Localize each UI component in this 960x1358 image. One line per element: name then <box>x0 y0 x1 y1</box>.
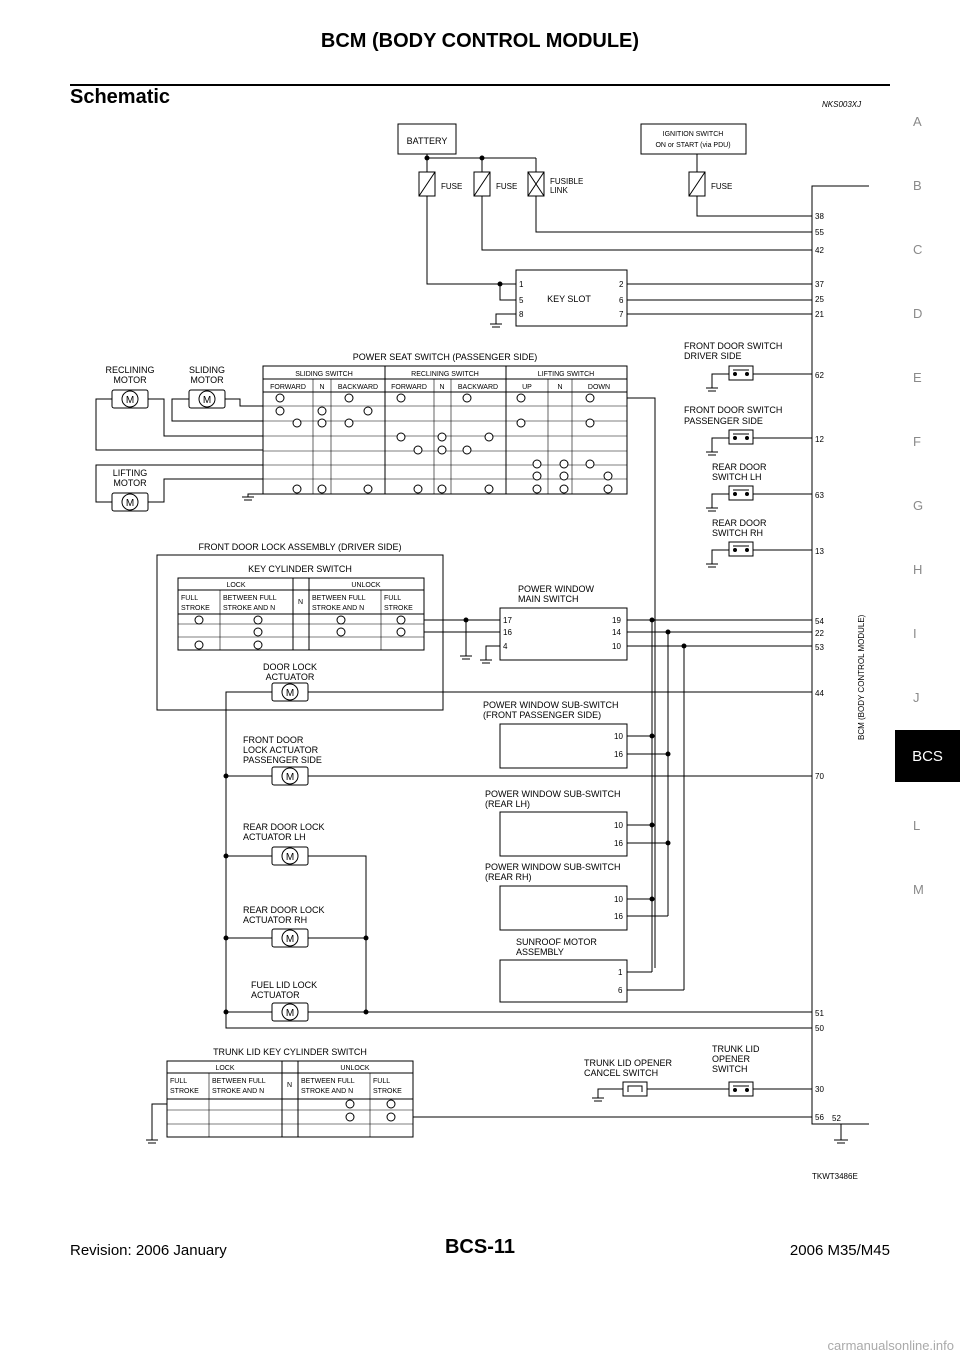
bcm-pin-37: 37 <box>815 280 824 289</box>
sliding-motor-label-2: MOTOR <box>190 375 224 385</box>
pss-title: POWER SEAT SWITCH (PASSENGER SIDE) <box>352 352 538 362</box>
fusible-link-label-1: FUSIBLE <box>550 177 584 186</box>
battery-label: BATTERY <box>406 136 448 146</box>
fuel-label-1: FUEL LID LOCK <box>251 980 318 990</box>
bcm-pin-51: 51 <box>815 1009 824 1018</box>
bcm-label: BCM (BODY CONTROL MODULE) <box>857 614 866 740</box>
figure-code: TKWT3486E <box>812 1172 858 1181</box>
fdlap-label-1: FRONT DOOR <box>243 735 304 745</box>
ignition-switch-label: IGNITION SWITCH <box>662 131 724 138</box>
tlos-label-2: OPENER <box>712 1054 751 1064</box>
tlkcs-contacts <box>346 1100 395 1121</box>
pss-col-n-1: N <box>319 384 325 391</box>
pss-sliding-header: SLIDING SWITCH <box>295 371 353 378</box>
trunk-lid-opener-switch <box>712 1044 812 1096</box>
tlkcs-stroke-1: STROKE <box>170 1088 199 1095</box>
pwms-label-1: POWER WINDOW <box>518 584 594 594</box>
pwss-rrh-label-2: (REAR RH) <box>485 872 532 882</box>
key-slot-pin-8: 8 <box>519 310 524 319</box>
fds-pass-label-2: PASSENGER SIDE <box>684 416 763 426</box>
side-index-c[interactable]: C <box>913 242 923 257</box>
fuel-lid-lock-actuator <box>224 980 812 1021</box>
pwss-rrh-pin-10: 10 <box>614 895 623 904</box>
side-index-f[interactable]: F <box>913 434 921 449</box>
pwss-fp-label-1: POWER WINDOW SUB-SWITCH <box>483 700 619 710</box>
tlkcs-stroke-2: STROKE <box>373 1088 402 1095</box>
rear-door-switch-rh <box>706 518 812 567</box>
rdla-lh-label-2: ACTUATOR LH <box>243 832 306 842</box>
fdlap-label-3: PASSENGER SIDE <box>243 755 322 765</box>
front-door-switch-driver <box>684 341 812 391</box>
trunk-lid-opener-cancel-switch <box>584 1058 729 1101</box>
bcm-pin-55: 55 <box>815 228 824 237</box>
pwms-pin-10: 10 <box>612 642 621 651</box>
tlkcs-title: TRUNK LID KEY CYLINDER SWITCH <box>213 1047 367 1057</box>
bcm-pin-44: 44 <box>815 689 824 698</box>
bcm-pin-12: 12 <box>815 435 824 444</box>
pss-col-n-2: N <box>439 384 445 391</box>
pss-col-forward-2: FORWARD <box>391 384 427 391</box>
reclining-motor-label-1: RECLINING <box>105 365 155 375</box>
watermark: carmanualsonline.info <box>827 1338 954 1353</box>
side-index-h[interactable]: H <box>913 562 923 577</box>
side-index-l[interactable]: L <box>913 818 921 833</box>
side-index-bcs-active[interactable]: BCS <box>895 730 960 782</box>
pwss-fp-label-2: (FRONT PASSENGER SIDE) <box>483 710 602 720</box>
rear-door-switch-lh <box>706 462 812 511</box>
kcs-contacts <box>195 616 405 649</box>
side-index-e[interactable]: E <box>913 370 922 385</box>
tlkcs-full-1: FULL <box>170 1078 188 1085</box>
pss-col-backward-2: BACKWARD <box>457 384 499 391</box>
kcs-stroke-n-1: STROKE AND N <box>223 605 276 612</box>
tlkcs-stroke-n-1: STROKE AND N <box>212 1088 265 1095</box>
pwss-rrh-label-1: POWER WINDOW SUB-SWITCH <box>485 862 621 872</box>
tlos-label-3: SWITCH <box>712 1064 748 1074</box>
lifting-motor-label-2: MOTOR <box>113 478 147 488</box>
dla-label-1: DOOR LOCK <box>262 662 318 672</box>
pwss-rlh-label-2: (REAR LH) <box>485 799 531 809</box>
front-door-lock-actuator-passenger <box>224 735 812 785</box>
bcm-pin-54: 54 <box>815 617 824 626</box>
pwms-pin-14: 14 <box>612 628 621 637</box>
kcs-stroke-2: STROKE <box>384 605 413 612</box>
sliding-motor-m: M <box>202 395 212 406</box>
rdla-rh-m: M <box>285 934 295 945</box>
pwms-pin-19: 19 <box>612 616 621 625</box>
rdla-rh-label-1: REAR DOOR LOCK <box>243 905 325 915</box>
kcs-stroke-1: STROKE <box>181 605 210 612</box>
side-index-g[interactable]: G <box>913 498 924 513</box>
sliding-motor <box>172 365 263 421</box>
fuse-3-label: FUSE <box>711 182 733 191</box>
fds-pass-label-1: FRONT DOOR SWITCH <box>684 405 783 415</box>
bcm-pin-52: 52 <box>832 1114 841 1123</box>
sunroof-label-1: SUNROOF MOTOR <box>516 937 597 947</box>
fuse-1-label: FUSE <box>441 182 463 191</box>
tlkcs-full-2: FULL <box>373 1078 391 1085</box>
section-title: Schematic <box>70 86 171 108</box>
ignition-switch-box <box>641 124 746 154</box>
lifting-motor <box>96 465 263 511</box>
bcm-pin-30: 30 <box>815 1085 824 1094</box>
rdla-rh-label-2: ACTUATOR RH <box>243 915 308 925</box>
dla-m: M <box>285 688 295 699</box>
key-slot-pin-1: 1 <box>519 280 524 289</box>
kcs-full-2: FULL <box>384 595 402 602</box>
pwss-fp-pin-10: 10 <box>614 732 623 741</box>
ignition-switch-sub: ON or START (via PDU) <box>655 142 731 149</box>
power-seat-switch-grid <box>263 366 627 494</box>
fdlap-m: M <box>285 772 295 783</box>
fuel-label-2: ACTUATOR <box>251 990 300 1000</box>
kcs-between-1: BETWEEN FULL <box>223 595 277 602</box>
rds-rh-label-2: SWITCH RH <box>712 528 763 538</box>
footer-model: 2006 M35/M45 <box>789 1242 890 1259</box>
key-slot-label: KEY SLOT <box>547 294 591 304</box>
lifting-motor-m: M <box>125 498 135 509</box>
rds-lh-label-2: SWITCH LH <box>712 472 762 482</box>
sunroof-label-2: ASSEMBLY <box>516 947 564 957</box>
reclining-motor-label-2: MOTOR <box>113 375 147 385</box>
rds-rh-label-1: REAR DOOR <box>712 518 767 528</box>
pss-col-backward-1: BACKWARD <box>337 384 379 391</box>
pss-col-down: DOWN <box>587 384 611 391</box>
bcm-pin-70: 70 <box>815 772 824 781</box>
bcm-pin-38: 38 <box>815 212 824 221</box>
bcm-pin-53: 53 <box>815 643 824 652</box>
fusible-link-label-2: LINK <box>550 186 568 195</box>
pss-col-forward-1: FORWARD <box>270 384 306 391</box>
side-index-j[interactable]: J <box>913 690 920 705</box>
pwms-label-2: MAIN SWITCH <box>518 594 579 604</box>
rdla-lh-m: M <box>285 852 295 863</box>
power-window-main-switch-box <box>500 608 627 660</box>
fds-driver-label-2: DRIVER SIDE <box>684 351 742 361</box>
tlkcs-stroke-n-2: STROKE AND N <box>301 1088 354 1095</box>
side-index-m[interactable]: M <box>913 882 924 897</box>
pwss-rrh-pin-16: 16 <box>614 912 623 921</box>
bcm-pin-13: 13 <box>815 547 824 556</box>
pw-sub-switch-front-passenger <box>483 700 670 768</box>
pw-sub-switch-rear-rh <box>485 862 668 930</box>
reclining-motor <box>96 365 263 450</box>
pss-lifting-header: LIFTING SWITCH <box>537 371 595 378</box>
tloc-label-2: CANCEL SWITCH <box>584 1068 659 1078</box>
key-slot-pin-2: 2 <box>619 280 624 289</box>
pwss-rlh-pin-10: 10 <box>614 821 623 830</box>
sunroof-motor-assembly <box>500 937 684 1002</box>
lifting-motor-label-1: LIFTING <box>112 468 148 478</box>
tlkcs-n: N <box>287 1082 293 1089</box>
tlkcs-between-1: BETWEEN FULL <box>212 1078 266 1085</box>
side-index-a[interactable]: A <box>913 114 922 129</box>
dla-label-2: ACTUATOR <box>265 672 315 682</box>
fuse-2-label: FUSE <box>496 182 518 191</box>
bcm-pin-56: 56 <box>815 1113 824 1122</box>
rdla-lh-label-1: REAR DOOR LOCK <box>243 822 325 832</box>
pss-reclining-header: RECLINING SWITCH <box>411 371 479 378</box>
kcs-n: N <box>298 599 304 606</box>
sunroof-pin-1: 1 <box>618 968 623 977</box>
pw-sub-switch-rear-lh <box>485 789 670 856</box>
pwss-rlh-label-1: POWER WINDOW SUB-SWITCH <box>485 789 621 799</box>
footer-revision: Revision: 2006 January <box>70 1242 227 1259</box>
pwms-pin-4: 4 <box>503 642 508 651</box>
door-lock-actuator-motor <box>272 683 308 701</box>
pwss-rlh-pin-16: 16 <box>614 839 623 848</box>
bcm-pin-63: 63 <box>815 491 824 500</box>
kcs-between-2: BETWEEN FULL <box>312 595 366 602</box>
side-index-b[interactable]: B <box>913 178 922 193</box>
section-code: NKS003XJ <box>822 100 862 109</box>
tloc-label-1: TRUNK LID OPENER <box>584 1058 673 1068</box>
sunroof-pin-6: 6 <box>618 986 623 995</box>
tlos-label-1: TRUNK LID <box>712 1044 760 1054</box>
kcs-full-1: FULL <box>181 595 199 602</box>
fuel-m: M <box>285 1008 295 1019</box>
tlkcs-between-2: BETWEEN FULL <box>301 1078 355 1085</box>
side-index-d[interactable]: D <box>913 306 923 321</box>
pwms-pin-16: 16 <box>503 628 512 637</box>
side-index-i[interactable]: I <box>913 626 917 641</box>
bcm-pin-21: 21 <box>815 310 824 319</box>
pss-contacts <box>276 394 612 493</box>
front-door-switch-passenger <box>684 405 812 455</box>
pss-col-n-3: N <box>557 384 563 391</box>
bcm-pin-25: 25 <box>815 295 824 304</box>
key-slot-pin-5: 5 <box>519 296 524 305</box>
bcm-pin-50: 50 <box>815 1024 824 1033</box>
kcs-title: KEY CYLINDER SWITCH <box>248 564 352 574</box>
page-header-title: BCM (BODY CONTROL MODULE) <box>320 30 640 52</box>
pwss-fp-pin-16: 16 <box>614 750 623 759</box>
bcm-pin-22: 22 <box>815 629 824 638</box>
sliding-motor-label-1: SLIDING <box>188 365 226 375</box>
footer-page-number: BCS-11 <box>444 1236 516 1258</box>
kcs-lock-header: LOCK <box>226 582 246 589</box>
fdlap-label-2: LOCK ACTUATOR <box>243 745 319 755</box>
tlkcs-unlock-header: UNLOCK <box>340 1065 370 1072</box>
bcm-pin-62: 62 <box>815 371 824 380</box>
fds-driver-label-1: FRONT DOOR SWITCH <box>684 341 783 351</box>
reclining-motor-m: M <box>125 395 135 406</box>
pss-col-up: UP <box>522 384 532 391</box>
bcm-pin-42: 42 <box>815 246 824 255</box>
kcs-stroke-n-2: STROKE AND N <box>312 605 365 612</box>
rds-lh-label-1: REAR DOOR <box>712 462 767 472</box>
kcs-unlock-header: UNLOCK <box>351 582 381 589</box>
tlkcs-lock-header: LOCK <box>215 1065 235 1072</box>
fdla-title: FRONT DOOR LOCK ASSEMBLY (DRIVER SIDE) <box>198 542 402 552</box>
key-slot-pin-6: 6 <box>619 296 624 305</box>
pwms-pin-17: 17 <box>503 616 512 625</box>
key-slot-pin-7: 7 <box>619 310 624 319</box>
rear-door-lock-actuator-rh <box>224 905 368 947</box>
